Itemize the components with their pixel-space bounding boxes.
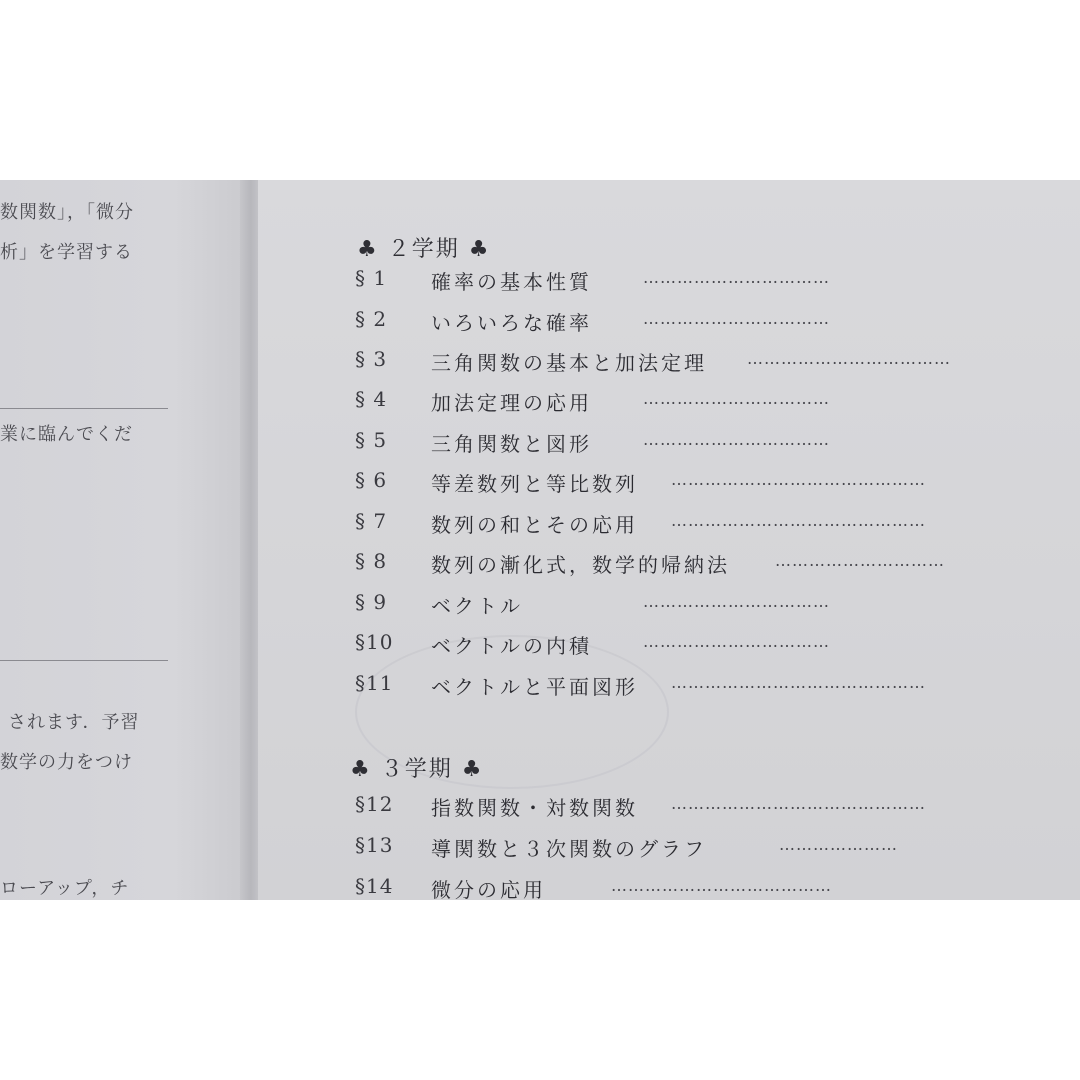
toc-item	[355, 468, 1080, 504]
book-photo	[0, 180, 1080, 900]
toc-item	[355, 671, 1080, 707]
toc-title: 数列の漸化式，数学的帰納法	[431, 553, 730, 577]
toc-title: 三角関数と図形	[431, 432, 592, 456]
toc-section-number: § 5	[355, 428, 388, 452]
left-line-6: ローアップ，チ	[0, 878, 130, 899]
toc-leader-dots: ………………………………	[747, 349, 951, 368]
toc-leader-dots: ………………………………………	[671, 673, 926, 692]
toc-title: 三角関数の基本と加法定理	[431, 351, 707, 375]
toc-title: ベクトルと平面図形	[431, 675, 638, 699]
toc-section-number: § 1	[355, 266, 388, 290]
toc-section-number: §12	[355, 792, 394, 816]
toc-title: 微分の応用	[431, 878, 546, 900]
toc-item	[355, 266, 1080, 302]
toc-item	[355, 307, 1080, 343]
left-line-2: 析」を学習する	[0, 242, 133, 263]
toc-title: ベクトル	[431, 594, 523, 618]
toc-item	[355, 428, 1080, 464]
toc-title: 指数関数・対数関数	[431, 796, 638, 820]
left-line-3: 業に臨んでくだ	[0, 424, 133, 445]
toc-leader-dots: ……………………………	[643, 389, 830, 408]
toc-item	[355, 347, 1080, 383]
term2-heading: ♣ ２学期 ♣	[357, 237, 491, 262]
toc-title: 等差数列と等比数列	[431, 472, 638, 496]
left-line-4: されます．予習	[8, 712, 140, 733]
left-line-1: 数関数」，「微分	[0, 202, 134, 223]
left-divider-1	[0, 408, 168, 409]
toc-item	[355, 833, 1080, 869]
toc-section-number: § 6	[355, 468, 388, 492]
toc-item	[355, 590, 1080, 626]
toc-item	[355, 549, 1080, 585]
toc-section-number: §10	[355, 630, 394, 654]
toc-item	[355, 792, 1080, 828]
toc-leader-dots: ……………………………	[643, 268, 830, 287]
toc-title: 確率の基本性質	[431, 270, 592, 294]
toc-leader-dots: …………………………	[775, 551, 945, 570]
toc-item	[355, 509, 1080, 545]
toc-leader-dots: ………………………………………	[671, 511, 926, 530]
toc-leader-dots: ……………………………	[643, 592, 830, 611]
term3-heading: ♣ ３学期 ♣	[350, 757, 484, 782]
toc-section-number: §11	[355, 671, 394, 695]
left-divider-2	[0, 660, 168, 661]
toc-section-number: §14	[355, 874, 394, 898]
toc-title: ベクトルの内積	[431, 634, 592, 658]
toc-section-number: § 8	[355, 549, 388, 573]
toc-title: 加法定理の応用	[431, 391, 592, 415]
toc-section-number: § 9	[355, 590, 388, 614]
toc-leader-dots: ………………………………………	[671, 470, 926, 489]
toc-leader-dots: ……………………………	[643, 309, 830, 328]
toc-item	[355, 630, 1080, 666]
toc-section-number: § 2	[355, 307, 388, 331]
left-page	[0, 180, 248, 900]
toc-section-number: §13	[355, 833, 394, 857]
toc-title: 数列の和とその応用	[431, 513, 638, 537]
left-line-5: 数学の力をつけ	[0, 752, 133, 773]
toc-section-number: § 3	[355, 347, 388, 371]
toc-section-number: § 7	[355, 509, 388, 533]
toc-leader-dots: ………………………………………	[671, 794, 926, 813]
toc-leader-dots: …………………	[779, 835, 898, 854]
toc-leader-dots: ……………………………	[643, 430, 830, 449]
toc-title: 導関数と３次関数のグラフ	[431, 837, 707, 861]
toc-item	[355, 874, 1080, 900]
toc-leader-dots: …………………………………	[611, 876, 832, 895]
toc-title: いろいろな確率	[431, 311, 592, 335]
toc-leader-dots: ……………………………	[643, 632, 830, 651]
toc-section-number: § 4	[355, 387, 388, 411]
toc-item	[355, 387, 1080, 423]
